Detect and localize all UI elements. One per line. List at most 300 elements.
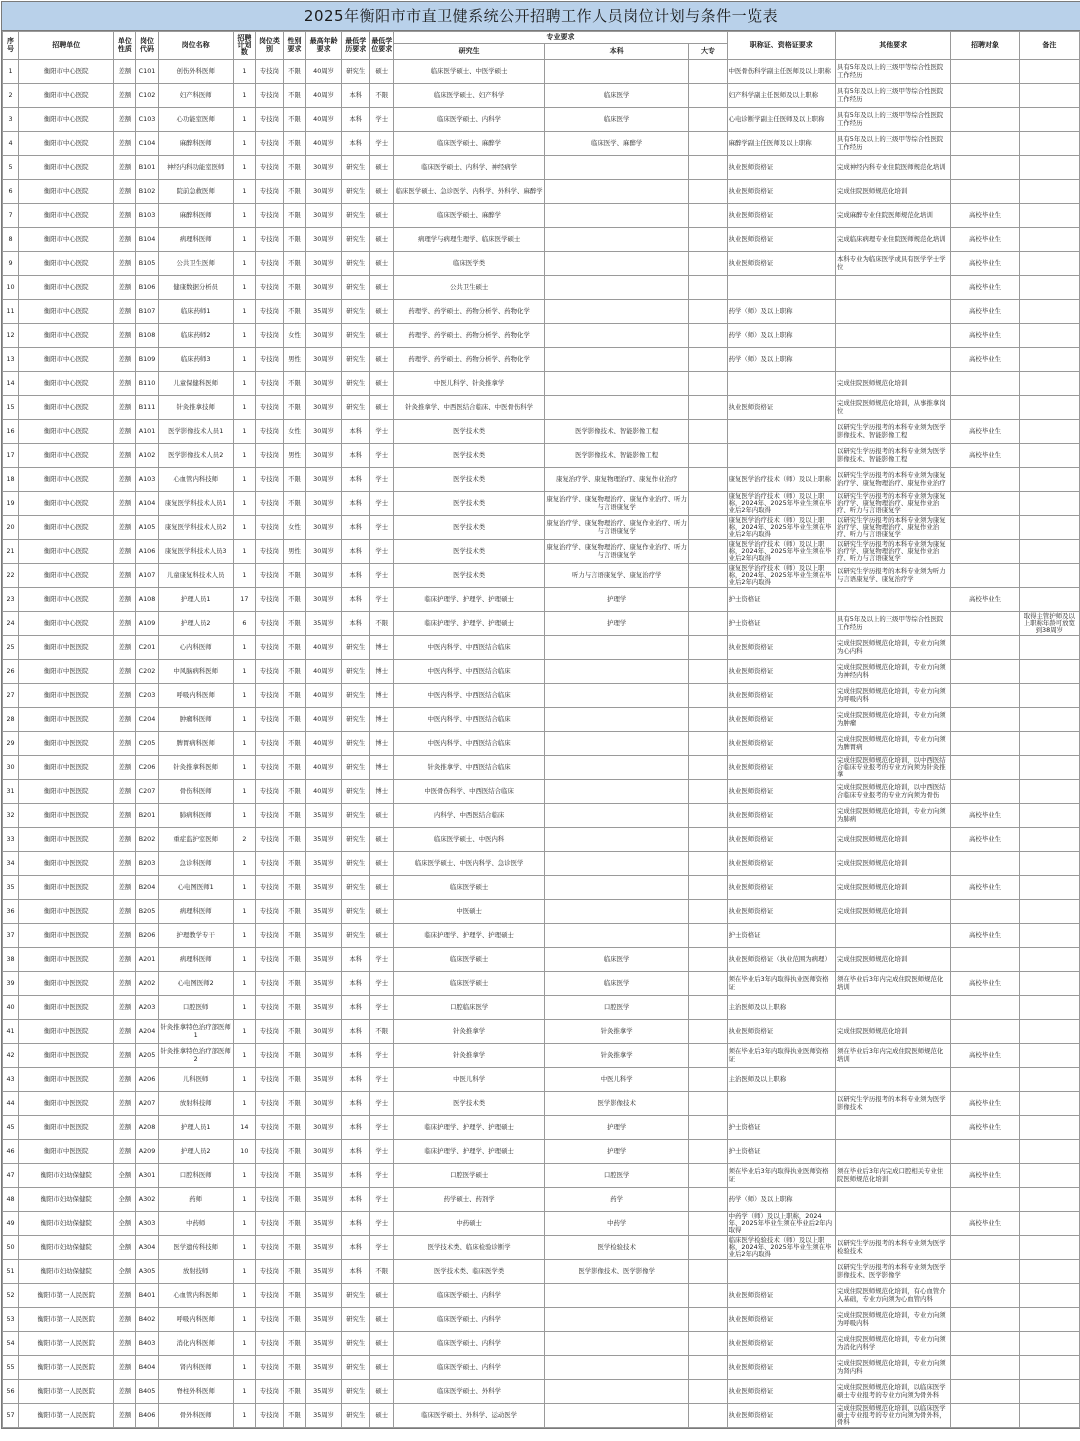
cell-cert [727, 1092, 835, 1116]
table-row [3, 1164, 1080, 1188]
cell-cert: 康复医学治疗技术（师）及以上职称，2024年、2025年毕业生须在毕业后2年内取得 [727, 492, 835, 516]
cell-gender: 不限 [283, 708, 305, 732]
cell-other: 完成住院医师规范化培训，以临床医学硕士专业报考的专业方向须为骨外科，骨科 [835, 1404, 950, 1428]
cell-other: 完成住院医师规范化培训 [835, 876, 950, 900]
cell-target [951, 60, 1019, 84]
cell-edu: 研究生 [342, 324, 370, 348]
cell-cert: 心电诊断学副主任医师及以上职称 [727, 108, 835, 132]
cell-bachelor-major [544, 180, 689, 204]
cell-age: 30周岁 [306, 204, 342, 228]
cell-age: 35周岁 [306, 924, 342, 948]
cell-nature: 差额 [114, 348, 136, 372]
cell-cert: 主治医师及以上职称 [727, 996, 835, 1020]
cell-count: 1 [233, 468, 255, 492]
cell-name: 心电图医师1 [158, 876, 233, 900]
cell-category: 专技岗 [255, 852, 283, 876]
cell-target [951, 660, 1019, 684]
cell-code: B105 [136, 252, 158, 276]
cell-college-major [689, 108, 727, 132]
cell-seq: 56 [3, 1380, 19, 1404]
cell-bachelor-major [544, 828, 689, 852]
cell-code: B111 [136, 396, 158, 420]
cell-other: 完成临床病理专业住院医师规范化培训 [835, 228, 950, 252]
cell-other: 以研究生学历报考的本科专业须为康复治疗学、康复物理治疗、康复作业治疗、听力与言语康复学 [835, 540, 950, 564]
cell-code: A204 [136, 1020, 158, 1044]
cell-age: 30周岁 [306, 492, 342, 516]
cell-target [951, 948, 1019, 972]
cell-nature: 差额 [114, 204, 136, 228]
cell-gender: 不限 [283, 396, 305, 420]
cell-age: 30周岁 [306, 516, 342, 540]
cell-degree: 硕士 [370, 1332, 394, 1356]
cell-bachelor-major: 药学 [544, 1188, 689, 1212]
cell-code: A109 [136, 612, 158, 636]
cell-gender: 不限 [283, 972, 305, 996]
table-row [3, 1404, 1080, 1428]
table-row [3, 900, 1080, 924]
cell-edu: 研究生 [342, 708, 370, 732]
cell-age: 35周岁 [306, 1284, 342, 1308]
cell-cert: 须在毕业后3年内取得执业医师资格证 [727, 972, 835, 996]
cell-unit: 衡阳市中医医院 [19, 636, 114, 660]
cell-target [951, 132, 1019, 156]
cell-age: 40周岁 [306, 756, 342, 780]
cell-category: 专技岗 [255, 1380, 283, 1404]
table-row [3, 1356, 1080, 1380]
cell-degree: 学士 [370, 972, 394, 996]
cell-age: 35周岁 [306, 972, 342, 996]
cell-unit: 衡阳市中医医院 [19, 996, 114, 1020]
cell-edu: 研究生 [342, 900, 370, 924]
cell-category: 专技岗 [255, 516, 283, 540]
cell-category: 专技岗 [255, 1068, 283, 1092]
cell-name: 病理科医师 [158, 948, 233, 972]
cell-college-major [689, 852, 727, 876]
cell-note [1019, 996, 1079, 1020]
cell-age: 30周岁 [306, 588, 342, 612]
cell-grad-major: 临床医学硕士、内科学 [394, 1332, 545, 1356]
cell-grad-major: 临床医学类 [394, 252, 545, 276]
cell-edu: 本科 [342, 588, 370, 612]
table-row [3, 1380, 1080, 1404]
cell-unit: 衡阳市中医医院 [19, 900, 114, 924]
cell-nature: 差额 [114, 228, 136, 252]
cell-cert: 执业医师资格证 [727, 660, 835, 684]
cell-unit: 衡阳市中医医院 [19, 1140, 114, 1164]
table-row [3, 852, 1080, 876]
cell-bachelor-major: 口腔医学 [544, 996, 689, 1020]
cell-cert: 主治医师及以上职称 [727, 1068, 835, 1092]
cell-gender: 不限 [283, 1260, 305, 1284]
cell-other: 完成住院医师规范化培训 [835, 372, 950, 396]
cell-cert: 临床医学检验技术（师）及以上职称，2024年、2025年毕业生须在毕业后2年内取得 [727, 1236, 835, 1260]
cell-name: 脊柱外科医师 [158, 1380, 233, 1404]
cell-category: 专技岗 [255, 252, 283, 276]
cell-gender: 不限 [283, 1140, 305, 1164]
cell-category: 专技岗 [255, 324, 283, 348]
cell-target [951, 708, 1019, 732]
cell-cert: 执业医师资格证 [727, 684, 835, 708]
cell-age: 30周岁 [306, 564, 342, 588]
cell-age: 35周岁 [306, 1212, 342, 1236]
cell-edu: 本科 [342, 1260, 370, 1284]
cell-name: 放射科技师 [158, 1092, 233, 1116]
cell-note [1019, 708, 1079, 732]
cell-cert: 执业医师资格证 [727, 1308, 835, 1332]
cell-bachelor-major [544, 804, 689, 828]
cell-college-major [689, 1356, 727, 1380]
cell-edu: 研究生 [342, 180, 370, 204]
table-row [3, 1068, 1080, 1092]
table-row [3, 1092, 1080, 1116]
cell-bachelor-major [544, 1380, 689, 1404]
cell-nature: 全额 [114, 1236, 136, 1260]
table-row [3, 804, 1080, 828]
cell-seq: 46 [3, 1140, 19, 1164]
table-row [3, 1284, 1080, 1308]
cell-seq: 50 [3, 1236, 19, 1260]
cell-gender: 不限 [283, 156, 305, 180]
cell-note [1019, 156, 1079, 180]
cell-note [1019, 1260, 1079, 1284]
table-row [3, 756, 1080, 780]
cell-age: 35周岁 [306, 948, 342, 972]
cell-seq: 54 [3, 1332, 19, 1356]
cell-name: 放射技师 [158, 1260, 233, 1284]
cell-college-major [689, 396, 727, 420]
cell-category: 专技岗 [255, 1164, 283, 1188]
cell-edu: 研究生 [342, 828, 370, 852]
cell-category: 专技岗 [255, 972, 283, 996]
cell-note [1019, 1092, 1079, 1116]
cell-count: 1 [233, 1212, 255, 1236]
cell-name: 临床药师2 [158, 324, 233, 348]
cell-seq: 7 [3, 204, 19, 228]
cell-seq: 36 [3, 900, 19, 924]
cell-seq: 16 [3, 420, 19, 444]
cell-edu: 研究生 [342, 60, 370, 84]
cell-grad-major: 医学技术类 [394, 492, 545, 516]
cell-name: 呼吸内科医师 [158, 684, 233, 708]
cell-cert: 执业医师资格证 [727, 252, 835, 276]
cell-grad-major: 临床医学硕士、内科学 [394, 108, 545, 132]
cell-seq: 57 [3, 1404, 19, 1428]
cell-nature: 全额 [114, 1260, 136, 1284]
cell-count: 1 [233, 348, 255, 372]
cell-count: 1 [233, 636, 255, 660]
cell-college-major [689, 1116, 727, 1140]
cell-grad-major: 中医内科学、中西医结合临床 [394, 708, 545, 732]
cell-name: 护理教学专干 [158, 924, 233, 948]
cell-bachelor-major [544, 756, 689, 780]
cell-nature: 差额 [114, 660, 136, 684]
cell-count: 1 [233, 756, 255, 780]
cell-code: B404 [136, 1356, 158, 1380]
table-row [3, 1260, 1080, 1284]
cell-category: 专技岗 [255, 1260, 283, 1284]
page-title: 2025年衡阳市市直卫健系统公开招聘工作人员岗位计划与条件一览表 [2, 2, 1080, 31]
cell-name: 病理科医师 [158, 900, 233, 924]
cell-gender: 不限 [283, 1044, 305, 1068]
cell-gender: 男性 [283, 348, 305, 372]
cell-edu: 研究生 [342, 396, 370, 420]
cell-note [1019, 468, 1079, 492]
cell-seq: 47 [3, 1164, 19, 1188]
cell-bachelor-major: 临床医学 [544, 108, 689, 132]
table-row [3, 1020, 1080, 1044]
cell-edu: 本科 [342, 972, 370, 996]
cell-name: 心血管内科技师 [158, 468, 233, 492]
cell-edu: 研究生 [342, 252, 370, 276]
cell-other: 具有5年及以上的三级甲等综合性医院工作经历 [835, 108, 950, 132]
cell-edu: 本科 [342, 1044, 370, 1068]
cell-bachelor-major [544, 252, 689, 276]
cell-unit: 衡阳市中医医院 [19, 1116, 114, 1140]
cell-degree: 硕士 [370, 204, 394, 228]
cell-unit: 衡阳市中心医院 [19, 372, 114, 396]
cell-seq: 19 [3, 492, 19, 516]
cell-name: 心电图医师2 [158, 972, 233, 996]
cell-degree: 学士 [370, 1236, 394, 1260]
cell-bachelor-major [544, 156, 689, 180]
cell-nature: 全额 [114, 1164, 136, 1188]
cell-gender: 不限 [283, 1212, 305, 1236]
cell-unit: 衡阳市妇幼保健院 [19, 1188, 114, 1212]
cell-edu: 本科 [342, 1236, 370, 1260]
cell-other: 本科专业为临床医学或具有医学学士学位 [835, 252, 950, 276]
table-row [3, 1332, 1080, 1356]
cell-nature: 差额 [114, 1356, 136, 1380]
header-college: 大专 [689, 44, 727, 60]
cell-gender: 不限 [283, 1020, 305, 1044]
cell-code: C104 [136, 132, 158, 156]
cell-count: 1 [233, 156, 255, 180]
cell-count: 1 [233, 444, 255, 468]
cell-code: B205 [136, 900, 158, 924]
cell-code: C202 [136, 660, 158, 684]
cell-edu: 本科 [342, 948, 370, 972]
cell-note [1019, 1164, 1079, 1188]
cell-age: 35周岁 [306, 900, 342, 924]
cell-seq: 23 [3, 588, 19, 612]
cell-target [951, 156, 1019, 180]
cell-college-major [689, 1236, 727, 1260]
cell-unit: 衡阳市中心医院 [19, 396, 114, 420]
cell-edu: 研究生 [342, 1356, 370, 1380]
cell-college-major [689, 1044, 727, 1068]
cell-category: 专技岗 [255, 180, 283, 204]
cell-degree: 不限 [370, 612, 394, 636]
cell-category: 专技岗 [255, 804, 283, 828]
cell-nature: 差额 [114, 372, 136, 396]
cell-cert: 中医骨伤科学副主任医师及以上职称 [727, 60, 835, 84]
cell-nature: 差额 [114, 108, 136, 132]
cell-college-major [689, 1404, 727, 1428]
cell-target: 高校毕业生 [951, 324, 1019, 348]
cell-code: B108 [136, 324, 158, 348]
cell-code: B401 [136, 1284, 158, 1308]
table-row [3, 396, 1080, 420]
cell-unit: 衡阳市第一人民医院 [19, 1356, 114, 1380]
cell-code: C206 [136, 756, 158, 780]
cell-gender: 不限 [283, 204, 305, 228]
cell-degree: 博士 [370, 780, 394, 804]
cell-seq: 32 [3, 804, 19, 828]
cell-age: 35周岁 [306, 1356, 342, 1380]
cell-unit: 衡阳市中心医院 [19, 324, 114, 348]
cell-note [1019, 1140, 1079, 1164]
cell-other [835, 324, 950, 348]
cell-note [1019, 1044, 1079, 1068]
cell-note [1019, 756, 1079, 780]
header-target: 招聘对象 [951, 32, 1019, 60]
cell-age: 30周岁 [306, 348, 342, 372]
cell-category: 专技岗 [255, 732, 283, 756]
table-row [3, 300, 1080, 324]
cell-nature: 差额 [114, 612, 136, 636]
cell-category: 专技岗 [255, 924, 283, 948]
cell-category: 专技岗 [255, 1140, 283, 1164]
table-row [3, 132, 1080, 156]
cell-college-major [689, 156, 727, 180]
cell-gender: 不限 [283, 468, 305, 492]
cell-degree: 硕士 [370, 828, 394, 852]
cell-unit: 衡阳市中医医院 [19, 660, 114, 684]
cell-name: 儿童康复科技术人员 [158, 564, 233, 588]
cell-unit: 衡阳市妇幼保健院 [19, 1212, 114, 1236]
cell-other: 完成住院医师规范化培训，专业方向须为脾胃病 [835, 732, 950, 756]
cell-seq: 12 [3, 324, 19, 348]
cell-target [951, 852, 1019, 876]
cell-age: 35周岁 [306, 612, 342, 636]
cell-edu: 本科 [342, 444, 370, 468]
cell-degree: 不限 [370, 1260, 394, 1284]
cell-degree: 学士 [370, 996, 394, 1020]
cell-age: 40周岁 [306, 132, 342, 156]
cell-gender: 不限 [283, 1404, 305, 1428]
cell-nature: 差额 [114, 1404, 136, 1428]
cell-code: C102 [136, 84, 158, 108]
table-row [3, 228, 1080, 252]
cell-count: 10 [233, 1140, 255, 1164]
cell-other [835, 348, 950, 372]
cell-nature: 差额 [114, 972, 136, 996]
cell-other: 须在毕业后3年内完成住院医师规范化培训 [835, 972, 950, 996]
cell-other [835, 1068, 950, 1092]
cell-edu: 研究生 [342, 1404, 370, 1428]
cell-college-major [689, 588, 727, 612]
cell-name: 中风脑病科医师 [158, 660, 233, 684]
cell-grad-major: 临床医学硕士、外科学、运动医学 [394, 1404, 545, 1428]
table-row [3, 636, 1080, 660]
cell-unit: 衡阳市中医医院 [19, 876, 114, 900]
cell-note [1019, 564, 1079, 588]
cell-unit: 衡阳市中心医院 [19, 516, 114, 540]
cell-degree: 博士 [370, 684, 394, 708]
cell-grad-major: 医学技术类 [394, 540, 545, 564]
cell-note [1019, 660, 1079, 684]
cell-unit: 衡阳市中心医院 [19, 180, 114, 204]
cell-code: B103 [136, 204, 158, 228]
cell-grad-major: 临床医学硕士、麻醉学 [394, 204, 545, 228]
cell-note [1019, 516, 1079, 540]
cell-nature: 差额 [114, 804, 136, 828]
cell-age: 30周岁 [306, 324, 342, 348]
cell-count: 1 [233, 660, 255, 684]
cell-gender: 不限 [283, 1332, 305, 1356]
cell-name: 儿科医师 [158, 1068, 233, 1092]
cell-edu: 本科 [342, 1092, 370, 1116]
cell-nature: 差额 [114, 492, 136, 516]
cell-grad-major: 医学技术类 [394, 420, 545, 444]
table-row [3, 564, 1080, 588]
cell-grad-major: 中医儿科学、针灸推拿学 [394, 372, 545, 396]
cell-count: 1 [233, 84, 255, 108]
cell-unit: 衡阳市中心医院 [19, 108, 114, 132]
cell-note [1019, 732, 1079, 756]
cell-bachelor-major [544, 780, 689, 804]
cell-target [951, 1284, 1019, 1308]
table-row [3, 444, 1080, 468]
cell-edu: 本科 [342, 420, 370, 444]
cell-code: B201 [136, 804, 158, 828]
cell-seq: 26 [3, 660, 19, 684]
cell-code: A108 [136, 588, 158, 612]
cell-gender: 不限 [283, 1188, 305, 1212]
cell-seq: 21 [3, 540, 19, 564]
cell-edu: 本科 [342, 84, 370, 108]
cell-nature: 差额 [114, 732, 136, 756]
cell-nature: 差额 [114, 276, 136, 300]
cell-seq: 42 [3, 1044, 19, 1068]
cell-other: 完成麻醉专业住院医师规范化培训 [835, 204, 950, 228]
table-row [3, 60, 1080, 84]
cell-count: 1 [233, 1356, 255, 1380]
cell-cert: 执业医师资格证 [727, 396, 835, 420]
cell-code: C103 [136, 108, 158, 132]
cell-category: 专技岗 [255, 660, 283, 684]
cell-count: 1 [233, 1068, 255, 1092]
cell-cert [727, 276, 835, 300]
cell-bachelor-major: 医学影像技术、智能影像工程 [544, 444, 689, 468]
header-cert: 职称证、资格证要求 [727, 32, 835, 60]
cell-target [951, 684, 1019, 708]
cell-unit: 衡阳市第一人民医院 [19, 1284, 114, 1308]
header-code: 岗位代码 [136, 32, 158, 60]
cell-bachelor-major: 临床医学 [544, 972, 689, 996]
cell-other: 须在毕业后3年内完成住院医师规范化培训 [835, 1044, 950, 1068]
cell-seq: 34 [3, 852, 19, 876]
cell-cert: 康复医学治疗技术（师）及以上职称，2024年、2025年毕业生须在毕业后2年内取得 [727, 564, 835, 588]
cell-other: 完成住院医师规范化培训 [835, 828, 950, 852]
cell-count: 1 [233, 924, 255, 948]
cell-name: 脾胃病科医师 [158, 732, 233, 756]
cell-degree: 硕士 [370, 852, 394, 876]
cell-degree: 博士 [370, 708, 394, 732]
table-row [3, 660, 1080, 684]
cell-college-major [689, 1188, 727, 1212]
cell-unit: 衡阳市中医医院 [19, 924, 114, 948]
cell-other: 以研究生学历报考的本科专业须为医学影像技术、医学影像学 [835, 1260, 950, 1284]
cell-other: 以研究生学历报考的本科专业须为医学影像技术、智能影像工程 [835, 444, 950, 468]
cell-age: 40周岁 [306, 732, 342, 756]
cell-age: 35周岁 [306, 1380, 342, 1404]
header-category: 岗位类别 [255, 32, 283, 60]
cell-cert: 执业医师资格证 [727, 852, 835, 876]
cell-count: 1 [233, 1380, 255, 1404]
cell-bachelor-major: 中医儿科学 [544, 1068, 689, 1092]
cell-note [1019, 228, 1079, 252]
